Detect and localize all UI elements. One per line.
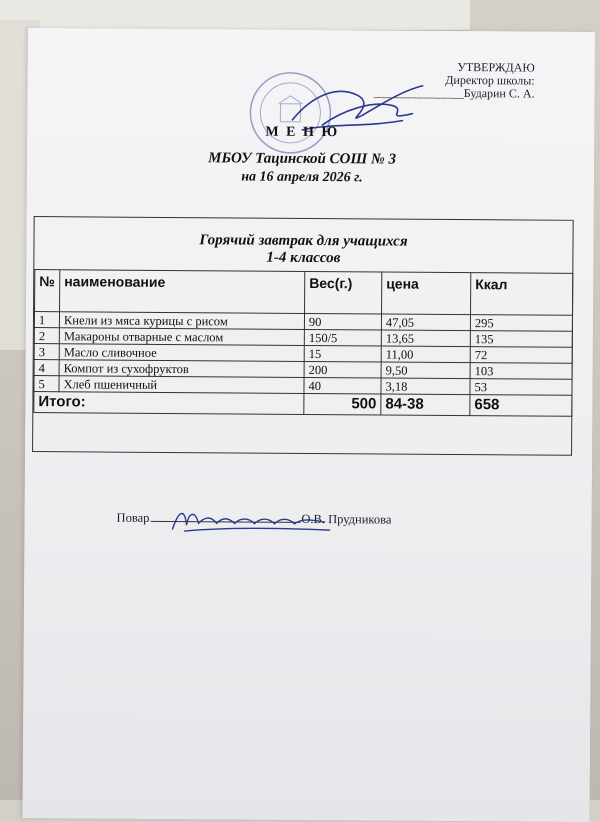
row-price: 9,50 — [381, 362, 470, 379]
row-name: Компот из сухофруктов — [59, 360, 304, 378]
row-kcal: 295 — [470, 315, 572, 332]
row-price: 47,05 — [381, 314, 470, 331]
total-row — [34, 392, 572, 417]
row-weight: 15 — [304, 345, 381, 362]
total-price: 84-38 — [381, 394, 470, 416]
row-name: Кнели из мяса курицы с рисом — [59, 312, 304, 330]
row-kcal: 103 — [470, 363, 572, 380]
menu-document — [22, 28, 595, 822]
row-kcal: 135 — [470, 331, 572, 348]
meal-caption — [34, 231, 572, 269]
row-number: 4 — [34, 360, 59, 376]
header-price: цена — [382, 272, 471, 315]
header-name: наименование — [60, 270, 305, 314]
row-price: 13,65 — [381, 330, 470, 347]
background-sheet — [0, 0, 470, 31]
row-price: 11,00 — [381, 346, 470, 363]
row-name: Масло сливочное — [59, 344, 304, 362]
row-weight: 150/5 — [304, 329, 381, 346]
meal-caption-line1: Горячий завтрак для учащихся — [199, 232, 408, 250]
director-label: Директор школы: — [445, 72, 535, 88]
row-kcal: 53 — [470, 379, 572, 396]
director-name: _______________Бударин С. А. — [373, 85, 535, 101]
row-number: 5 — [34, 376, 59, 392]
row-weight: 40 — [304, 377, 381, 394]
row-number: 3 — [34, 344, 59, 360]
menu-date: на 16 апреля 2026 г. — [241, 169, 363, 186]
header-number: № — [35, 270, 60, 312]
row-name: Хлеб пшеничный — [59, 376, 304, 394]
row-weight: 200 — [304, 361, 381, 378]
header-weight: Вес(г.) — [305, 271, 382, 314]
cook-label: Повар — [116, 510, 150, 525]
menu-table-frame — [32, 216, 574, 456]
title-block — [187, 124, 417, 187]
cook-name: О.В. Прудникова — [301, 511, 392, 527]
approve-label: УТВЕРЖДАЮ — [457, 59, 535, 75]
row-price: 3,18 — [381, 378, 470, 395]
row-number: 1 — [34, 312, 59, 328]
total-kcal: 658 — [470, 395, 572, 417]
cook-signature-icon — [164, 499, 334, 540]
menu-title: М Е Н Ю — [265, 124, 340, 141]
table-header-row — [35, 270, 573, 316]
total-label: Итого: — [34, 392, 304, 415]
header-kcal: Ккал — [471, 273, 573, 316]
school-name: МБОУ Тацинской СОШ № 3 — [208, 150, 397, 168]
row-kcal: 72 — [470, 347, 572, 364]
row-number: 2 — [34, 328, 59, 344]
row-name: Макароны отварные с маслом — [59, 328, 304, 346]
row-weight: 90 — [304, 313, 381, 330]
menu-table — [33, 269, 573, 417]
total-weight: 500 — [304, 393, 381, 415]
meal-caption-line2: 1-4 классов — [266, 249, 341, 267]
